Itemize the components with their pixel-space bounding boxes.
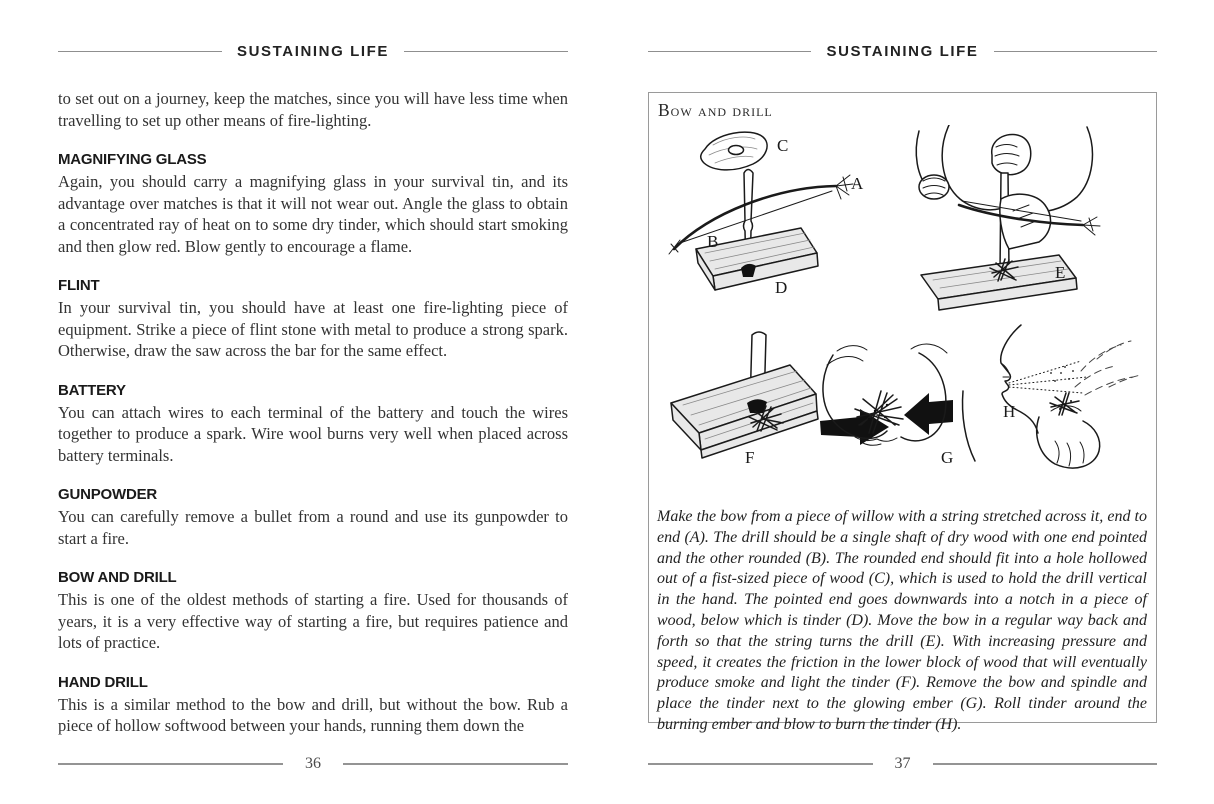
person-figure: [916, 125, 1100, 310]
section-body: Again, you should carry a magnifying glass in your survival tin, and its advantage over matches is that it will not wear out. Angle the glass to obtain a concentrated ray of heat on to some dry tinder, which should start smoking and then glow red. Blow gently to encourage a flame.: [58, 172, 568, 256]
tinder-ball-scribble: [1050, 393, 1079, 415]
figure-label-a: A: [851, 174, 864, 193]
running-header-left: [58, 40, 568, 62]
section-body: You can attach wires to each terminal of the battery and touch the wires together to produce a spark. Wire wool burns very well when placed across battery terminals.: [58, 402, 568, 465]
page-number-left: 36: [305, 755, 321, 772]
section-heading: FLINT: [58, 277, 100, 294]
section-heading: HAND DRILL: [58, 673, 148, 691]
page-right: [648, 40, 1157, 733]
section-body: You can carefully remove a bullet from a round and use its gunpowder to start a fire.: [58, 507, 568, 548]
header-title-right: SUSTAINING LIFE: [826, 42, 979, 60]
section-magnifying-glass: [58, 151, 568, 257]
footer-rule-right: [933, 763, 1158, 765]
header-rule-left: [58, 51, 222, 52]
section-bow-and-drill: [58, 569, 568, 654]
header-rule-right: [994, 51, 1157, 52]
figure-box-label: Bow and drill: [658, 100, 773, 120]
blowing-figure: [963, 325, 1142, 468]
figure-label-e: E: [1055, 263, 1066, 282]
header-rule-left: [648, 51, 811, 52]
figure-label-h: H: [1003, 402, 1016, 421]
section-heading: BOW AND DRILL: [58, 569, 177, 586]
section-flint: [58, 277, 568, 362]
footer-rule-right: [343, 763, 568, 765]
section-battery: [58, 382, 568, 467]
section-body: This is one of the oldest methods of starting a fire. Used for thousands of years, it is a very effective way of starting a fire, but requires patience and lots of practice.: [58, 590, 568, 652]
section-body: In your survival tin, you should have at least one fire-lighting piece of equipment. Strike a piece of flint stone with metal to produce a strong spark. Otherwise, draw the saw across the bar for the same effect.: [58, 298, 568, 360]
hands-tinder-figure: [820, 344, 953, 467]
figure-box: [648, 92, 1157, 733]
section-heading: GUNPOWDER: [58, 486, 158, 503]
section-body: This is a similar method to the bow and drill, but without the bow. Rub a piece of hollow softwood between your hands, running them down the: [58, 694, 568, 735]
figure-caption: Make the bow from a piece of willow with a string stretched across it, end to end (A). The drill should be a single shaft of dry wood with one end pointed and the other rounded (B). The rounded end should fit into a hole hollowed out of a fist-sized piece of wood (C), which is used to hold the drill vertical in the hand. The pointed end goes downwards into a notch in a piece of wood, below which is tinder (D). Move the bow in a regular way back and forth so that the string turns the drill (E). With increasing pressure and speed, it creates the friction in the lower block of wood that will eventually produce smoke and light the tinder (F). Remove the bow and spindle and place the tinder next to the glowing ember (G). Roll tinder around the burning ember and blow to burn the tinder (H).: [657, 508, 1147, 733]
header-title-left: SUSTAINING LIFE: [236, 42, 390, 60]
kit-figure: [669, 132, 864, 297]
bow-and-drill-illustration: [657, 125, 1149, 487]
intro-paragraph: to set out on a journey, keep the matches, since you will have less time when travelling to set up other means of fire-lighting.: [58, 89, 568, 130]
figure-label-f: F: [745, 448, 755, 467]
footer-rule-left: [58, 763, 283, 765]
breath-spray: [1009, 361, 1087, 393]
figure-label-b: B: [707, 232, 719, 251]
hand-block-figure: [701, 132, 767, 170]
page-number-right: 37: [894, 755, 911, 772]
header-rule-right: [404, 51, 568, 52]
smoke-wisps: [1075, 341, 1141, 395]
figure-label-d: D: [775, 278, 788, 297]
footer-right: [648, 752, 1157, 776]
section-heading: MAGNIFYING GLASS: [58, 151, 207, 168]
section-heading: BATTERY: [58, 381, 126, 399]
smoke-board-figure: [671, 332, 818, 467]
figure-label-c: C: [777, 136, 789, 155]
page-left: [58, 40, 568, 737]
section-hand-drill: [58, 674, 568, 737]
section-gunpowder: [58, 486, 568, 549]
footer-left: [58, 752, 568, 776]
figure-label-g: G: [941, 448, 954, 467]
running-header-right: [648, 40, 1157, 62]
footer-rule-left: [648, 763, 873, 765]
